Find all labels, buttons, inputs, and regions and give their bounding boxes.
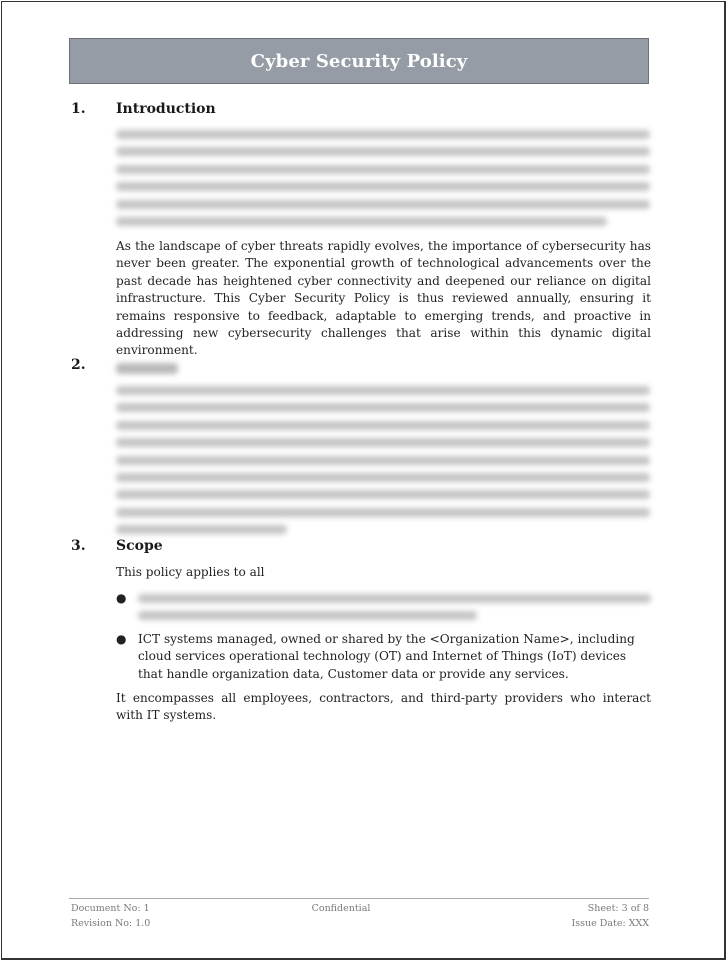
section-title: Introduction	[116, 101, 216, 117]
document-number: Document No: 1	[71, 903, 150, 914]
revision-number: Revision No: 1.0	[71, 917, 151, 929]
bullet-icon: ●	[116, 632, 127, 646]
introduction-paragraph: As the landscape of cyber threats rapidly evolves, the importance of cybersecurity has never been greater. The exponential growth of technological advancements over the past decade has heightened cyber connectivity and deepened our reliance on digital infrastructure. This Cyber Security Policy is thus reviewed annually, ensuring it remains responsive to feedback, adaptable to emerging trends, and proactive in addressing new cybersecurity challenges that arise within this dynamic digital environment.	[116, 239, 651, 358]
section-number: 3.	[71, 538, 86, 554]
scope-intro: This policy applies to all	[116, 565, 265, 579]
page-footer	[71, 902, 649, 931]
section-number: 1.	[71, 101, 86, 117]
redacted-paragraph	[116, 386, 650, 543]
footer-divider	[69, 898, 649, 899]
section-number: 2.	[71, 357, 86, 373]
redacted-heading	[116, 363, 178, 374]
redacted-paragraph	[116, 130, 650, 234]
bullet-icon: ●	[116, 591, 127, 605]
section-title: Scope	[116, 538, 163, 554]
section-1-heading	[71, 101, 216, 117]
document-page	[1, 1, 726, 960]
classification-label: Confidential	[311, 903, 371, 914]
section-3-heading	[71, 538, 163, 554]
document-title: Cyber Security Policy	[250, 50, 468, 72]
issue-date: Issue Date: XXX	[571, 917, 649, 929]
title-banner	[69, 38, 649, 84]
scope-closing: It encompasses all employees, contractors, and third-party providers who interact with IT systems.	[116, 691, 651, 723]
list-item	[116, 590, 651, 629]
section-2-heading	[71, 357, 116, 373]
list-item	[116, 631, 651, 683]
bullet-text: ICT systems managed, owned or shared by the <Organization Name>, including cloud services operational technology (OT) and Internet of Things (IoT) devices that handle organization data, Customer data or provide any services.	[138, 632, 635, 681]
sheet-number: Sheet: 3 of 8	[587, 903, 649, 914]
redacted-bullet-text	[138, 590, 651, 629]
